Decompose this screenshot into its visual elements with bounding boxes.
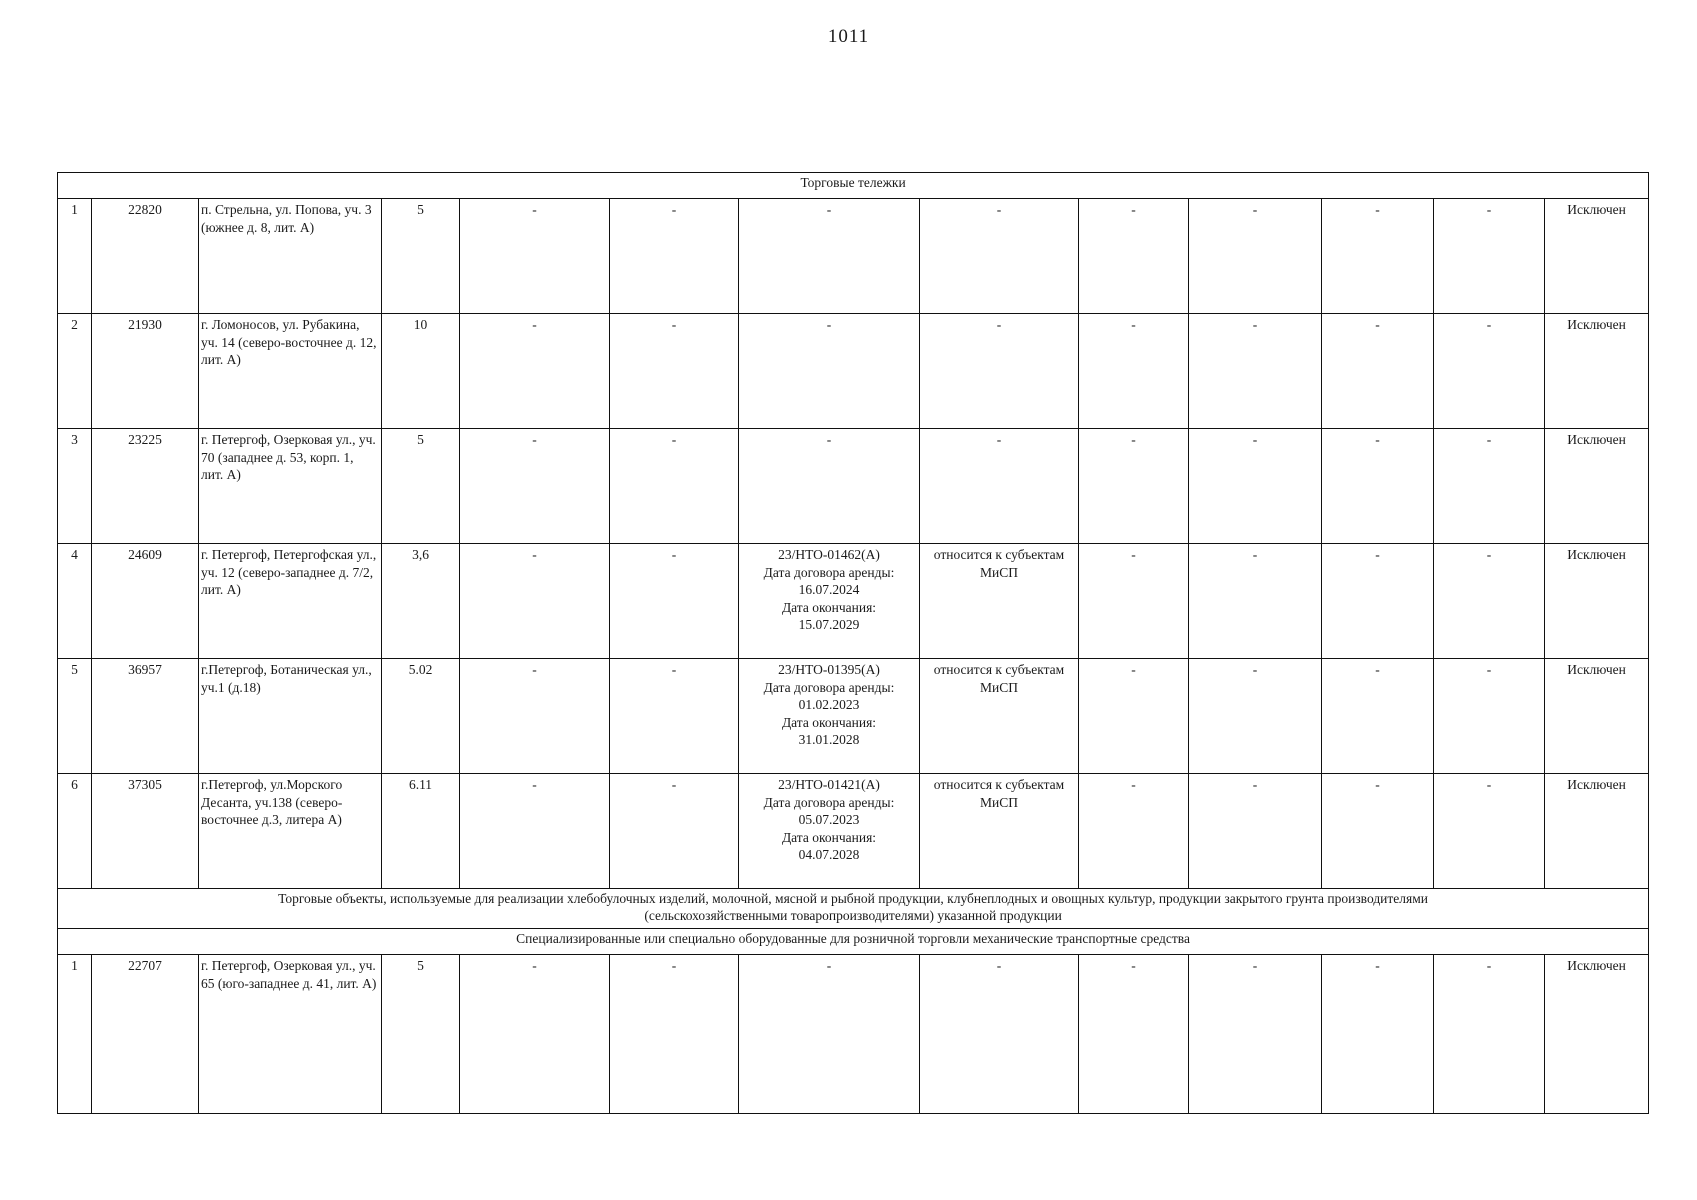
- cell-area: 10: [382, 314, 460, 429]
- cell-msp-status: -: [920, 429, 1079, 544]
- cell-msp-status: -: [920, 199, 1079, 314]
- cell-col6: -: [610, 955, 739, 1114]
- contract-line: 15.07.2029: [798, 617, 860, 632]
- contract-line: 23/НТО-01462(А): [778, 547, 880, 562]
- section-header-row: [58, 929, 1649, 955]
- cell-col9: -: [1079, 544, 1189, 659]
- cell-col5: -: [460, 659, 610, 774]
- cell-msp-status: относится к субъектам МиСП: [920, 774, 1079, 889]
- contract-line: -: [826, 202, 832, 217]
- cell-status: Исключен: [1545, 199, 1649, 314]
- cell-contract: [739, 314, 920, 429]
- contract-line: Дата договора аренды:: [763, 679, 895, 695]
- cell-col5: -: [460, 955, 610, 1114]
- cell-col6: -: [610, 544, 739, 659]
- cell-col9: -: [1079, 429, 1189, 544]
- cell-col12: -: [1434, 199, 1545, 314]
- cell-address: г. Петергоф, Озерковая ул., уч. 65 (юго-западнее д. 41, лит. А): [199, 955, 382, 1114]
- cell-col11: -: [1322, 314, 1434, 429]
- cell-col12: -: [1434, 955, 1545, 1114]
- cell-address: г. Ломоносов, ул. Рубакина, уч. 14 (северо-восточнее д. 12, лит. А): [199, 314, 382, 429]
- section-header-row: [58, 889, 1649, 929]
- contract-line: -: [826, 317, 832, 332]
- cell-col10: -: [1189, 659, 1322, 774]
- cell-object-id: 22820: [92, 199, 199, 314]
- cell-col6: -: [610, 314, 739, 429]
- cell-address: п. Стрельна, ул. Попова, уч. 3 (южнее д. 8, лит. А): [199, 199, 382, 314]
- contract-line: -: [826, 958, 832, 973]
- cell-status: Исключен: [1545, 544, 1649, 659]
- table-row: [58, 199, 1649, 314]
- cell-status: Исключен: [1545, 774, 1649, 889]
- cell-number: 5: [58, 659, 92, 774]
- cell-status: Исключен: [1545, 429, 1649, 544]
- contract-line: -: [826, 432, 832, 447]
- cell-col6: -: [610, 429, 739, 544]
- cell-area: 3,6: [382, 544, 460, 659]
- section-title: Торговые объекты, используемые для реализации хлебобулочных изделий, молочной, мясной и рыбной продукции, клубнеплодных и овощных культур, продукции закрытого грунта производителями (сельскохозяйственными товаропроизводителями) указанной продукции: [58, 889, 1649, 929]
- cell-number: 4: [58, 544, 92, 659]
- cell-col10: -: [1189, 955, 1322, 1114]
- contract-line: 23/НТО-01395(А): [778, 662, 880, 677]
- cell-object-id: 37305: [92, 774, 199, 889]
- cell-col5: -: [460, 429, 610, 544]
- contract-line: 31.01.2028: [798, 732, 860, 747]
- cell-col9: -: [1079, 199, 1189, 314]
- cell-contract: [739, 429, 920, 544]
- cell-object-id: 23225: [92, 429, 199, 544]
- cell-col6: -: [610, 774, 739, 889]
- cell-contract: [739, 659, 920, 774]
- table-row: [58, 659, 1649, 774]
- cell-number: 1: [58, 955, 92, 1114]
- cell-status: Исключен: [1545, 955, 1649, 1114]
- cell-contract: [739, 544, 920, 659]
- page-number: 1011: [827, 26, 870, 47]
- section-title: Специализированные или специально оборудованные для розничной торговли механические транспортные средства: [58, 929, 1649, 955]
- cell-object-id: 36957: [92, 659, 199, 774]
- cell-col9: -: [1079, 774, 1189, 889]
- cell-number: 3: [58, 429, 92, 544]
- cell-col5: -: [460, 199, 610, 314]
- cell-status: Исключен: [1545, 659, 1649, 774]
- cell-col11: -: [1322, 429, 1434, 544]
- cell-col12: -: [1434, 774, 1545, 889]
- cell-col5: -: [460, 314, 610, 429]
- cell-col10: -: [1189, 314, 1322, 429]
- cell-area: 5: [382, 199, 460, 314]
- cell-col10: -: [1189, 199, 1322, 314]
- cell-col10: -: [1189, 544, 1322, 659]
- cell-area: 5: [382, 429, 460, 544]
- cell-msp-status: -: [920, 955, 1079, 1114]
- cell-address: г. Петергоф, Петергофская ул., уч. 12 (северо-западнее д. 7/2, лит. А): [199, 544, 382, 659]
- section-header-row: [58, 173, 1649, 199]
- cell-col11: -: [1322, 774, 1434, 889]
- cell-contract: [739, 774, 920, 889]
- cell-col10: -: [1189, 774, 1322, 889]
- contract-line: 23/НТО-01421(А): [778, 777, 880, 792]
- cell-col12: -: [1434, 314, 1545, 429]
- table-row: [58, 774, 1649, 889]
- cell-contract: [739, 199, 920, 314]
- table-row: [58, 314, 1649, 429]
- table-row: [58, 955, 1649, 1114]
- cell-col12: -: [1434, 429, 1545, 544]
- contract-line: Дата договора аренды:: [763, 794, 895, 810]
- contract-line: Дата окончания:: [781, 599, 877, 615]
- cell-number: 1: [58, 199, 92, 314]
- cell-area: 5: [382, 955, 460, 1114]
- cell-col11: -: [1322, 955, 1434, 1114]
- cell-col12: -: [1434, 544, 1545, 659]
- cell-col6: -: [610, 659, 739, 774]
- table-row: [58, 544, 1649, 659]
- contract-line: 16.07.2024: [798, 582, 860, 597]
- registry-table: [57, 172, 1649, 1114]
- cell-msp-status: относится к субъектам МиСП: [920, 544, 1079, 659]
- cell-col5: -: [460, 774, 610, 889]
- cell-msp-status: -: [920, 314, 1079, 429]
- table-row: [58, 429, 1649, 544]
- cell-col9: -: [1079, 314, 1189, 429]
- cell-msp-status: относится к субъектам МиСП: [920, 659, 1079, 774]
- contract-line: 01.02.2023: [798, 697, 860, 712]
- section-title: Торговые тележки: [58, 173, 1649, 199]
- contract-line: 04.07.2028: [798, 847, 860, 862]
- cell-area: 5.02: [382, 659, 460, 774]
- cell-col5: -: [460, 544, 610, 659]
- cell-col9: -: [1079, 659, 1189, 774]
- cell-object-id: 22707: [92, 955, 199, 1114]
- cell-col9: -: [1079, 955, 1189, 1114]
- cell-col11: -: [1322, 659, 1434, 774]
- contract-line: 05.07.2023: [798, 812, 860, 827]
- cell-area: 6.11: [382, 774, 460, 889]
- contract-line: Дата договора аренды:: [763, 564, 895, 580]
- cell-number: 2: [58, 314, 92, 429]
- cell-object-id: 21930: [92, 314, 199, 429]
- cell-address: г. Петергоф, Озерковая ул., уч. 70 (западнее д. 53, корп. 1, лит. А): [199, 429, 382, 544]
- cell-contract: [739, 955, 920, 1114]
- contract-line: Дата окончания:: [781, 714, 877, 730]
- cell-col10: -: [1189, 429, 1322, 544]
- contract-line: Дата окончания:: [781, 829, 877, 845]
- cell-number: 6: [58, 774, 92, 889]
- cell-object-id: 24609: [92, 544, 199, 659]
- cell-status: Исключен: [1545, 314, 1649, 429]
- cell-col12: -: [1434, 659, 1545, 774]
- cell-col11: -: [1322, 544, 1434, 659]
- cell-col6: -: [610, 199, 739, 314]
- cell-address: г.Петергоф, ул.Морского Десанта, уч.138 (северо-восточнее д.3, литера А): [199, 774, 382, 889]
- cell-col11: -: [1322, 199, 1434, 314]
- cell-address: г.Петергоф, Ботаническая ул., уч.1 (д.18): [199, 659, 382, 774]
